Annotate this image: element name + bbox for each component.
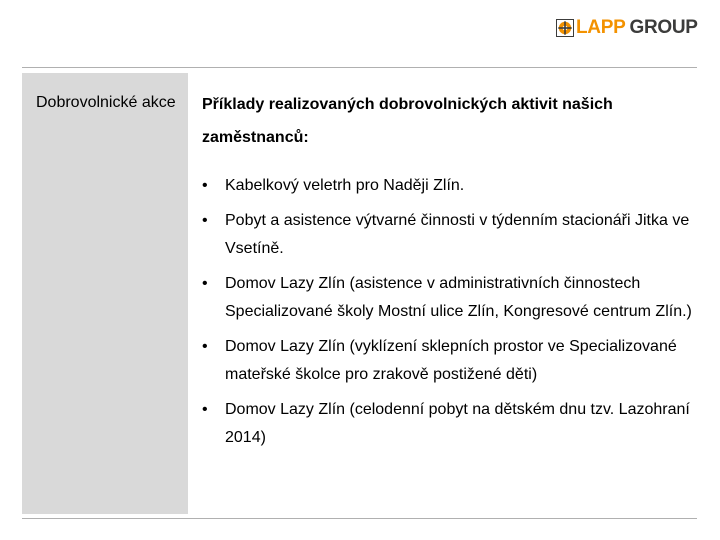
top-divider — [22, 67, 697, 68]
bullet-icon: • — [202, 177, 208, 194]
list-item-text: Kabelkový veletrh pro Naději Zlín. — [225, 177, 465, 194]
logo-group-text: GROUP — [629, 17, 698, 38]
page-title: Příklady realizovaných dobrovolnických aktivit našich zaměstnanců: — [202, 96, 613, 146]
list-item-text: Domov Lazy Zlín (celodenní pobyt na dětském dnu tzv. Lazohraní 2014) — [225, 401, 690, 446]
list-item — [202, 270, 692, 326]
lapp-group-logo — [556, 17, 698, 39]
sidebar-panel — [22, 73, 188, 514]
logo-wordmark — [576, 17, 698, 39]
bullet-icon: • — [202, 338, 208, 355]
sidebar-title: Dobrovolnické akce — [36, 94, 176, 111]
bullet-icon: • — [202, 275, 208, 292]
bullet-icon: • — [202, 212, 208, 229]
list-item-text: Domov Lazy Zlín (asistence v administrativních činnostech Specializované školy Mostní ulice Zlín, Kongresové centrum Zlín.) — [225, 275, 692, 320]
bullet-list — [202, 172, 692, 452]
list-item — [202, 172, 692, 200]
list-item-text: Pobyt a asistence výtvarné činnosti v týdenním stacionáři Jitka ve Vsetíně. — [225, 212, 690, 257]
bullet-icon: • — [202, 401, 208, 418]
main-content — [202, 88, 692, 459]
list-item — [202, 207, 692, 263]
list-item — [202, 333, 692, 389]
list-item — [202, 396, 692, 452]
logo-lapp-text: LAPP — [576, 17, 626, 38]
bottom-divider — [22, 518, 697, 519]
list-item-text: Domov Lazy Zlín (vyklízení sklepních prostor ve Specializované mateřské školce pro zrakově postižené děti) — [225, 338, 677, 383]
lapp-logo-icon — [556, 19, 574, 37]
